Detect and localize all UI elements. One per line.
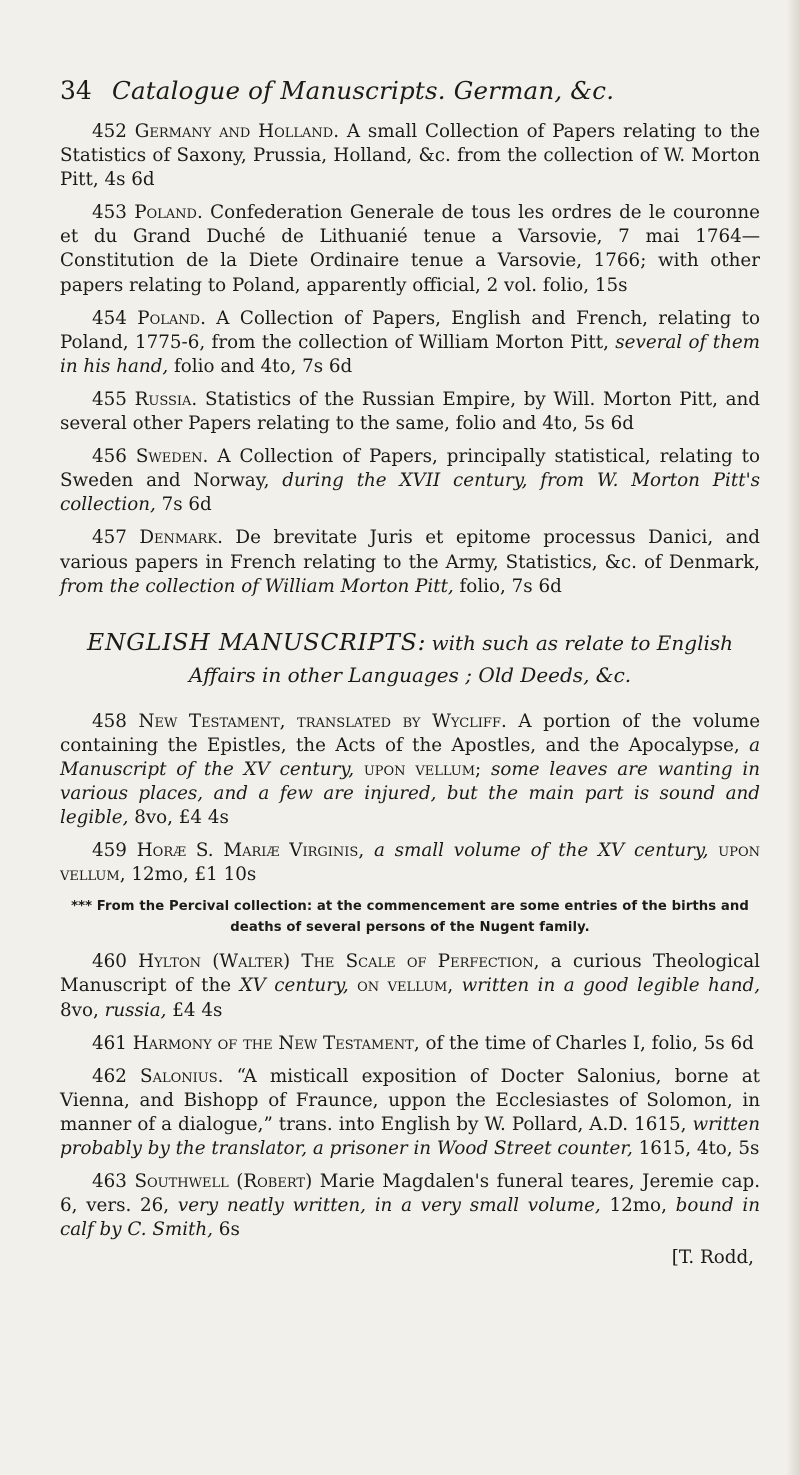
page-title: Catalogue of Manuscripts. German, &c. (112, 76, 615, 105)
entry-italic: written probably by the translator, a prisoner in Wood Street counter, (60, 1113, 760, 1159)
entry-italic: during the XVII century, from W. Morton Pitt's collection, (60, 470, 761, 516)
entry-number: 455 (92, 388, 127, 410)
entry-heading: Poland. (134, 202, 203, 224)
entry-material: upon vellum; (363, 758, 482, 780)
entry-heading: Harmony of the New Testament, (132, 1032, 420, 1054)
entry-heading: Sweden. (135, 446, 209, 468)
entry-458 (60, 710, 760, 830)
entry-italic: XV century, (239, 975, 349, 997)
entry-number: 459 (92, 840, 127, 862)
entry-italic: very neatly written, in a very small volume, (177, 1195, 601, 1217)
entry-price: 12mo, £1 10s (125, 864, 257, 886)
entry-459 (60, 839, 760, 887)
entry-text: A Collection of Papers, English and French, relating to Poland, 1775-6, from the collection of William Morton Pitt, (60, 307, 761, 353)
entry-text: Statistics of the Russian Empire, by Will. Morton Pitt, and several other Papers relating to the same, folio and 4to, 5s 6d (60, 388, 760, 435)
entry-number: 457 (92, 527, 127, 549)
entry-number: 454 (92, 307, 127, 329)
entry-material: upon vellum, (60, 840, 760, 886)
entry-price: 1615, 4to, 5s (632, 1138, 760, 1159)
entry-heading: Salonius. (140, 1065, 224, 1087)
entry-italic: some leaves are wanting in various places, and a few are injured, but the main part is sound and legible, (60, 758, 760, 829)
entry-number: 462 (92, 1065, 127, 1087)
entry-461 (60, 1032, 760, 1056)
entry-text: “A misticall exposition of Docter Salonius, borne at Vienna, and Bishopp of Fraunce, uppon the Ecclesiastes of Solomon, in manner of a dialogue,” trans. into English by W. Pollard, A.D. 1615, (60, 1065, 760, 1135)
entry-455 (60, 388, 760, 436)
entry-text: a curious Theological Manuscript of the (60, 951, 761, 997)
entry-price: 6s (213, 1219, 240, 1241)
entry-457 (60, 526, 760, 598)
entry-number: 453 (92, 202, 127, 224)
entry-text: Marie Magdalen's funeral teares, Jeremie cap. 6, vers. 26, (60, 1171, 761, 1217)
entry-text: 12mo, (600, 1195, 676, 1217)
section-heading (60, 627, 760, 692)
entry-453 (60, 201, 760, 297)
entry-italic: from the collection of William Morton Pitt, (60, 575, 454, 597)
entry-price: 7s 6d (155, 494, 212, 516)
entry-price: 8vo, £4 4s (128, 807, 229, 829)
entry-heading: Horæ S. Mariæ Virginis, (136, 840, 365, 862)
entry-text: of the time of Charles I, folio, 5s 6d (419, 1032, 754, 1054)
entry-heading: Hylton (Walter) The Scale of Perfection, (138, 951, 540, 973)
entry-454 (60, 307, 760, 379)
entry-italic: a small volume of the XV century, (364, 840, 709, 862)
page-number: 34 (60, 76, 92, 105)
provenance-note: *** From the Percival collection: at the commencement are some entries of the births and deaths of several persons of the Nugent family. (71, 899, 749, 936)
entry-material: on vellum, (357, 975, 454, 997)
entry-heading: Germany and Holland. (134, 121, 340, 142)
entry-binding: russia, (104, 999, 167, 1021)
entry-price: folio and 4to, 7s 6d (168, 355, 353, 377)
entry-heading: Russia. (134, 388, 198, 410)
entry-number: 456 (92, 446, 127, 468)
entry-price: folio, 7s 6d (453, 575, 562, 597)
entry-text: A Collection of Papers, principally statistical, relating to Sweden and Norway, (60, 446, 760, 492)
entry-text: A portion of the volume containing the Epistles, the Acts of the Apostles, and the Apocalypse, (60, 710, 761, 756)
entry-heading: Southwell (Robert) (134, 1171, 313, 1193)
entry-price: £4 4s (166, 999, 223, 1021)
entry-463 (60, 1170, 760, 1242)
entry-heading: Denmark. (139, 527, 223, 549)
entry-number: 461 (92, 1032, 127, 1054)
page-edge-shadow (786, 0, 800, 1475)
entry-italic: several of them in his hand, (60, 331, 760, 377)
entry-456 (60, 445, 760, 517)
entry-number: 463 (92, 1171, 127, 1193)
entry-heading: Poland. (137, 307, 206, 329)
entry-text: Confederation Generale de tous les ordres de le couronne et du Grand Duché de Lithuanié tenue a Varsovie, 7 mai 1764—Constitution de la Diete Ordinaire tenue a Varsovie, 1766; with other papers relating to Poland, apparently official, 2 vol. folio, 15s (60, 202, 760, 296)
entry-462 (60, 1065, 760, 1161)
running-head (60, 76, 760, 116)
entry-heading: New Testament, translated by Wycliff. (138, 710, 507, 732)
entry-binding: bound in calf by C. Smith, (60, 1195, 760, 1241)
section-subtitle: with such as relate to English Affairs in other Languages ; Old Deeds, &c. (188, 630, 734, 687)
entry-452 (60, 120, 760, 192)
entry-text: 8vo, (60, 999, 105, 1021)
entry-text: A small Collection of Papers relating to the Statistics of Saxony, Prussia, Holland, &c. from the collection of W. Morton Pitt, 4s 6d (60, 121, 760, 191)
entry-text: De brevitate Juris et epitome processus Danici, and various papers in French relating to the Army, Statistics, &c. of Denmark, (60, 527, 761, 573)
entry-number: 460 (92, 951, 127, 973)
entry-number: 458 (92, 710, 127, 732)
section-title: ENGLISH MANUSCRIPTS: (86, 627, 427, 656)
entry-italic: a Manuscript of the XV century, (60, 734, 760, 780)
entry-460 (60, 950, 760, 1022)
entry-number: 452 (92, 121, 127, 142)
catchword: [T. Rodd, (671, 1247, 754, 1269)
entry-italic: written in a good legible hand, (453, 975, 761, 997)
